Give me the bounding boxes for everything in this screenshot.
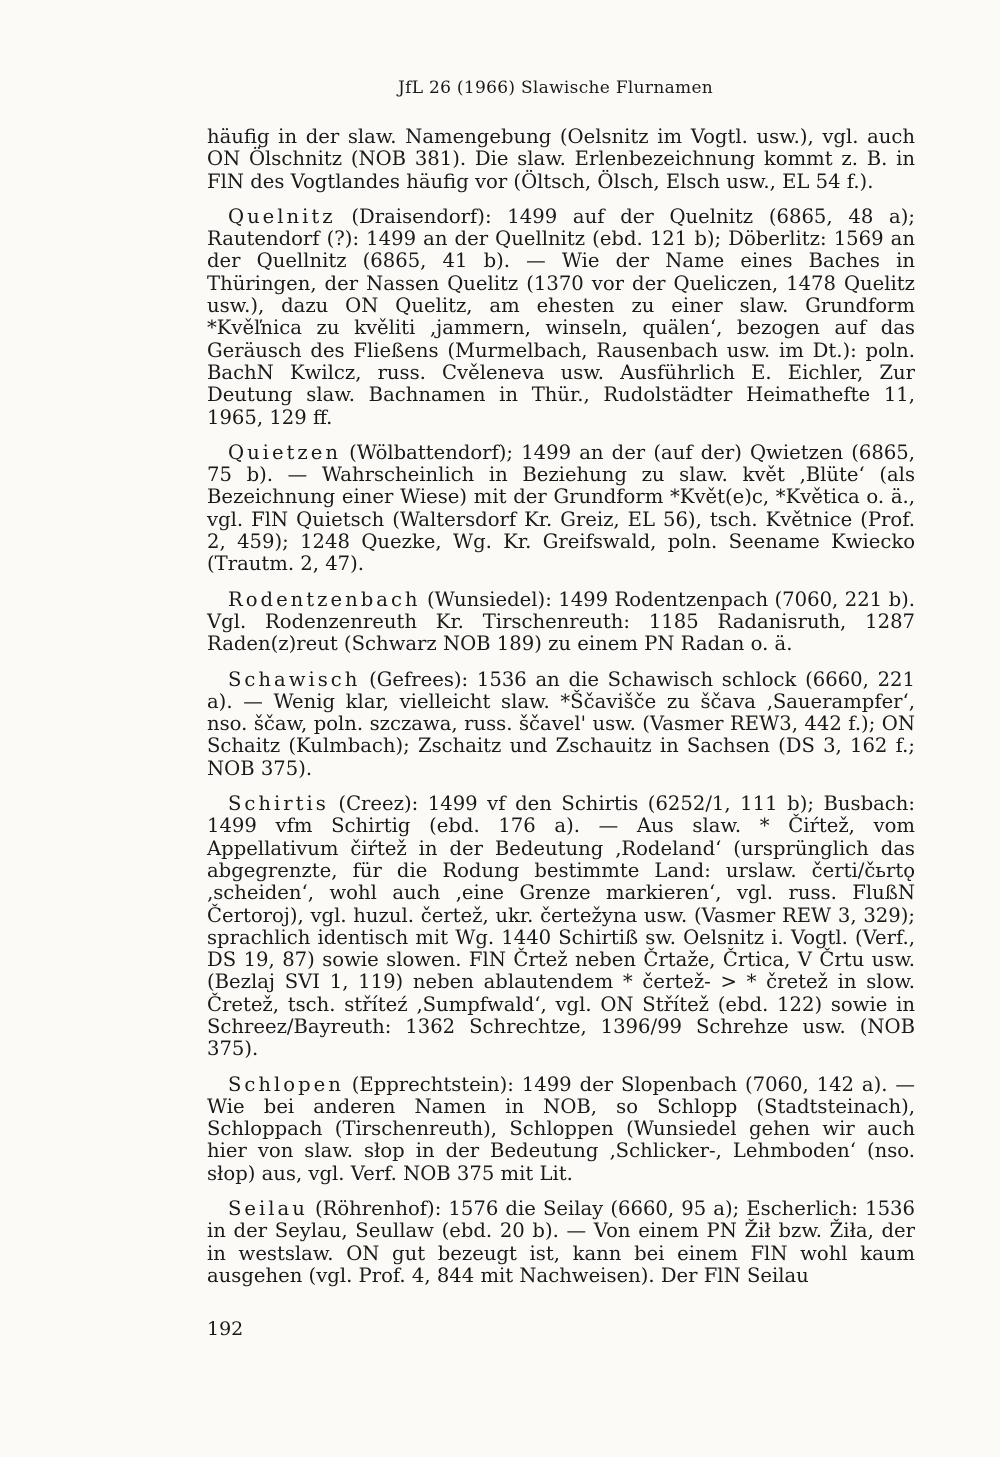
entry-text: (Creez): 1499 vf den Schirtis (6252/1, 111 b); Busbach: 1499 vfm Schirtig (ebd. 176 a). — Aus slaw. * Čiŕtež, vom Appellativum čiŕtež in der Bedeutung ‚Rodeland‘ (ursprünglich das abgegrenzte, für die Rodung bestimmte Land: urslaw. čerti/čьrtǫ ‚scheiden‘, wohl auch ‚eine Grenze markieren‘, vgl. russ. FlußN Čertoroj), vgl. huzul. čertež, ukr. čertežyna usw. (Vasmer REW 3, 329); sprachlich identisch mit Wg. 1440 Schirtiß sw. Oelsnitz i. Vogtl. (Verf., DS 19, 87) sowie slowen. FlN Črtež neben Črtaže, Črtica, V Črtu usw. (Bezlaj SVI 1, 119) neben ablautendem * čertež- > * čretež in slow. Čretež, tsch. stříteź ‚Sumpfwald‘, vgl. ON Střítež (ebd. 122) sowie in Schreez/Bayreuth: 1362 Schrechtze, 1396/99 Schrehze usw. (NOB 375). (207, 792, 915, 1061)
entry-quelnitz (207, 206, 915, 429)
entry-quietzen (207, 442, 915, 576)
entry-text: (Röhrenhof): 1576 die Seilay (6660, 95 a); Escherlich: 1536 in der Seylau, Seullaw (ebd. 20 b). — Von einem PN Žił bzw. Žiła, der in westslaw. ON gut bezeugt ist, kann bei einem FlN wohl kaum ausgehen (vgl. Prof. 4, 844 mit Nachweisen). Der FlN Seilau (207, 1197, 915, 1287)
entry-headword: Schirtis (228, 792, 329, 816)
paragraph-continuation (207, 126, 915, 193)
page-number: 192 (207, 1318, 244, 1340)
entry-rodentzenbach (207, 589, 915, 656)
entry-headword: Schawisch (228, 667, 361, 691)
entry-schirtis (207, 793, 915, 1061)
entry-schlopen (207, 1074, 915, 1185)
entry-headword: Quietzen (228, 440, 341, 464)
entry-text: (Wölbattendorf); 1499 an der (auf der) Qwietzen (6865, 75 b). — Wahrscheinlich in Beziehung zu slaw. květ ‚Blüte‘ (als Bezeichnung einer Wiese) mit der Grundform *Květ(e)c, *Květica o. ä., vgl. FlN Quietsch (Waltersdorf Kr. Greiz, EL 56), tsch. Květnice (Prof. 2, 459); 1248 Quezke, Wg. Kr. Greifswald, poln. Seename Kwiecko (Trautm. 2, 47). (207, 440, 915, 576)
entry-headword: Quelnitz (228, 204, 336, 228)
entry-text: (Draisendorf): 1499 auf der Quelnitz (6865, 48 a); Rautendorf (?): 1499 an der Quellnitz (ebd. 121 b); Döberlitz: 1569 an der Quellnitz (6865, 41 b). — Wie der Name eines Baches in Thüringen, der Nassen Quelitz (1370 vor der Queliczen, 1478 Quelitz usw.), dazu ON Quelitz, am ehesten zu einer slaw. Grundform *Kvěľnica zu kvěliti ‚jammern, winseln, quälen‘, bezogen auf das Geräusch des Fließens (Murmelbach, Rausenbach usw. im Dt.): poln. BachN Kwilcz, russ. Cvěleneva usw. Ausführlich E. Eichler, Zur Deutung slaw. Bachnamen in Thür., Rudolstädter Heimathefte 11, 1965, 129 ff. (207, 204, 915, 429)
entry-text: (Epprechtstein): 1499 der Slopenbach (7060, 142 a). — Wie bei anderen Namen in NOB, so Schlopp (Stadtsteinach), Schloppach (Tirschenreuth), Schloppen (Wunsiedel gehen wir auch hier von slaw. słop in der Bedeutung ‚Schlicker-, Lehmboden‘ (nso. słop) aus, vgl. Verf. NOB 375 mit Lit. (207, 1072, 915, 1185)
entry-seilau (207, 1198, 915, 1287)
running-head: JfL 26 (1966) Slawische Flurnamen (398, 78, 714, 98)
entry-text: (Wunsiedel): 1499 Rodentzenpach (7060, 221 b). Vgl. Rodenzenreuth Kr. Tirschenreuth: 1185 Radanisruth, 1287 Raden(z)reut (Schwarz NOB 189) zu einem PN Radan o. ä. (207, 587, 915, 656)
entry-headword: Rodentzenbach (228, 587, 421, 611)
paragraph-text: häufig in der slaw. Namengebung (Oelsnitz im Vogtl. usw.), vgl. auch ON Ölschnitz (NOB 381). Die slaw. Erlenbezeichnung kommt z. B. in FlN des Vogtlandes häufig vor (Öltsch, Ölsch, Elsch usw., EL 54 f.). (207, 125, 915, 193)
article-body (207, 126, 915, 1287)
entry-text: (Gefrees): 1536 an die Schawisch schlock (6660, 221 a). — Wenig klar, vielleicht slaw. *Ščavišče zu ščava ‚Sauerampfer‘, nso. ščaw, poln. szczawa, russ. ščavel' usw. (Vasmer REW3, 442 f.); ON Schaitz (Kulmbach); Zschaitz und Zschauitz in Sachsen (DS 3, 162 f.; NOB 375). (207, 667, 915, 780)
entry-headword: Seilau (228, 1197, 308, 1221)
entry-schawisch (207, 669, 915, 780)
entry-headword: Schlopen (228, 1072, 344, 1096)
